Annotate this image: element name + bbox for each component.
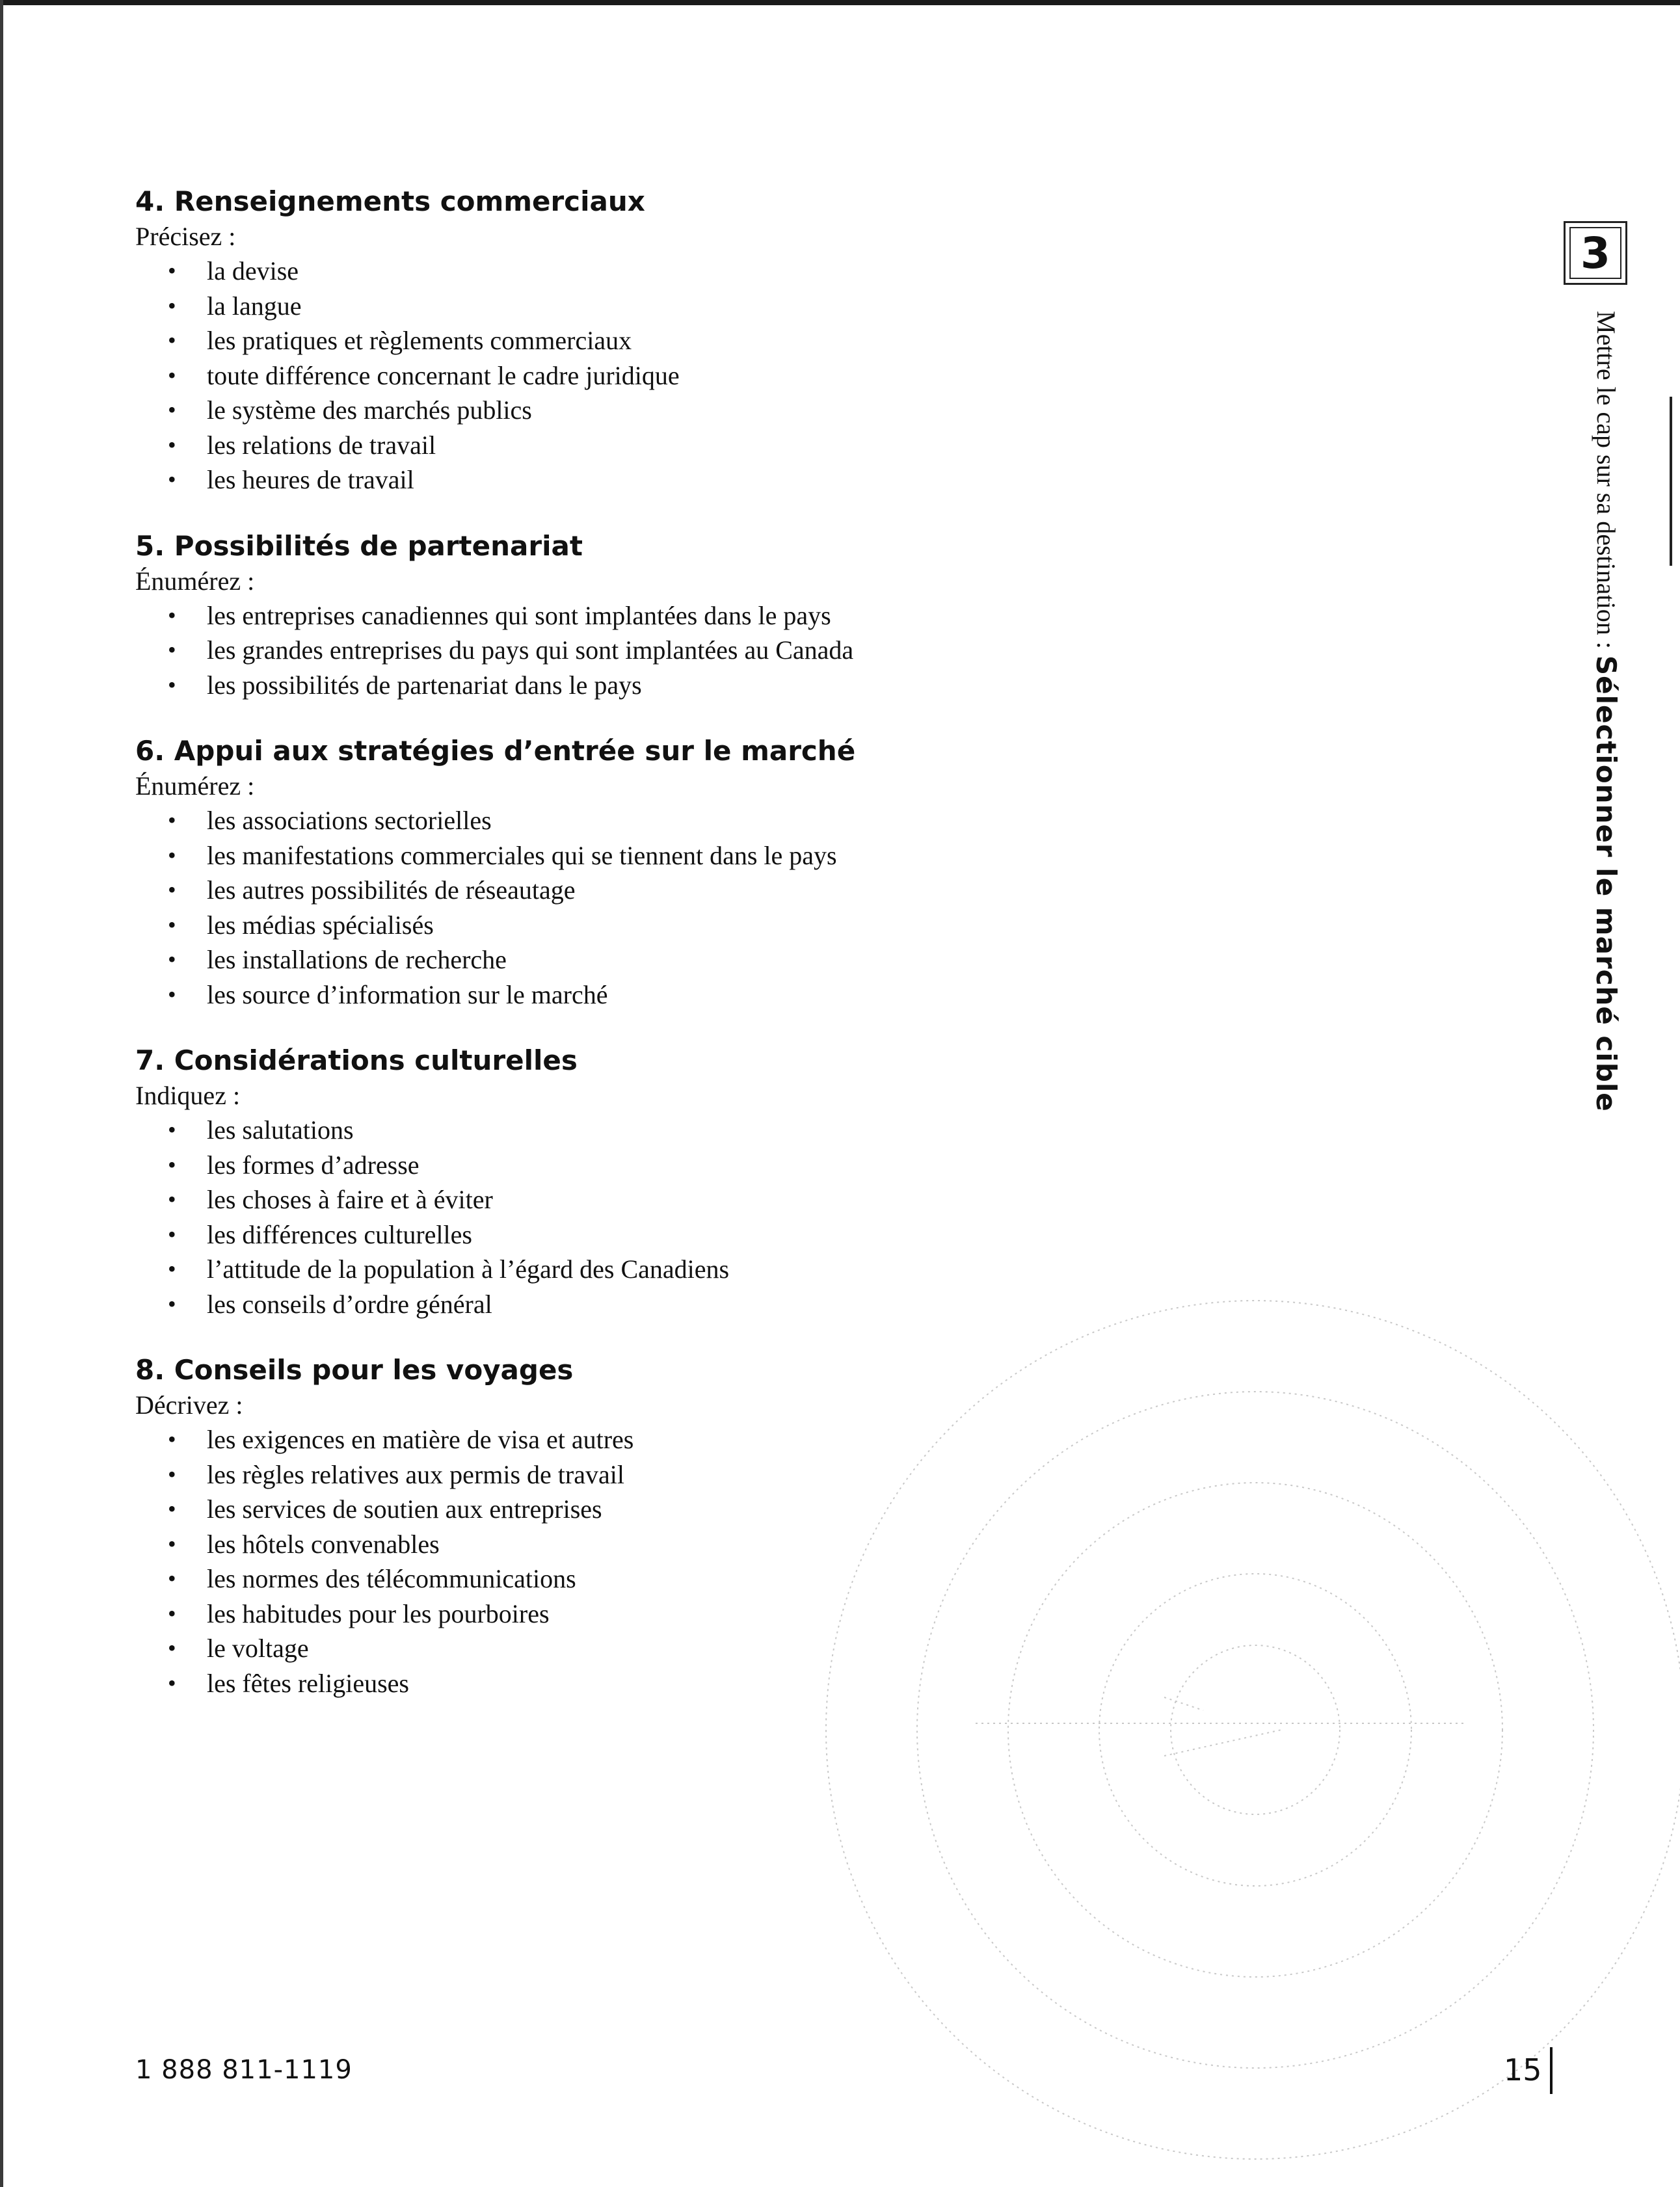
list-item-text: les règles relatives aux permis de travail bbox=[207, 1459, 624, 1489]
list-item bbox=[168, 1457, 1013, 1492]
bullet-icon: • bbox=[168, 1496, 176, 1522]
bullet-icon: • bbox=[168, 397, 176, 423]
bullet-icon: • bbox=[168, 807, 176, 833]
section-market-entry bbox=[135, 733, 1013, 1012]
list-item bbox=[168, 1492, 1013, 1527]
bullet-icon: • bbox=[168, 1669, 176, 1696]
running-title bbox=[1592, 311, 1620, 1112]
section-travel bbox=[135, 1352, 1013, 1701]
list-item bbox=[168, 598, 1013, 633]
main-content bbox=[135, 183, 1013, 1731]
list-item bbox=[168, 1597, 1013, 1632]
page-number: 15 bbox=[1504, 2052, 1542, 2088]
list-item-text: les hôtels convenables bbox=[207, 1529, 440, 1559]
list-item-text: les choses à faire et à éviter bbox=[207, 1185, 493, 1214]
chapter-number: 3 bbox=[1580, 228, 1610, 278]
bullet-icon: • bbox=[168, 431, 176, 458]
bullet-icon: • bbox=[168, 842, 176, 868]
section-title: 8. Conseils pour les voyages bbox=[135, 1354, 574, 1386]
list-item-text: les entreprises canadiennes qui sont implantées dans le pays bbox=[207, 600, 831, 630]
list-item bbox=[168, 428, 1013, 463]
list-item bbox=[168, 942, 1013, 977]
chapter-badge bbox=[1564, 221, 1627, 285]
bullet-icon: • bbox=[168, 602, 176, 628]
section-title: 5. Possibilités de partenariat bbox=[135, 529, 583, 562]
list-item bbox=[168, 803, 1013, 838]
list-item bbox=[168, 1217, 1013, 1253]
bullet-icon: • bbox=[168, 258, 176, 284]
list-item bbox=[168, 908, 1013, 943]
list-item bbox=[168, 1561, 1013, 1597]
list-item bbox=[168, 254, 1013, 289]
section-cultural bbox=[135, 1042, 1013, 1321]
list-item bbox=[168, 1631, 1013, 1666]
bullet-icon: • bbox=[168, 1186, 176, 1212]
list-item bbox=[168, 977, 1013, 1013]
page-left-edge bbox=[0, 0, 3, 2187]
list-item-text: les grandes entreprises du pays qui sont implantées au Canada bbox=[207, 635, 854, 665]
bullet-icon: • bbox=[168, 911, 176, 938]
bullet-icon: • bbox=[168, 1290, 176, 1317]
bullet-icon: • bbox=[168, 1600, 176, 1626]
list-item-text: les relations de travail bbox=[207, 430, 436, 460]
list-item bbox=[168, 873, 1013, 908]
bullet-list bbox=[135, 1113, 1013, 1321]
section-lead: Décrivez : bbox=[135, 1390, 243, 1420]
bullet-icon: • bbox=[168, 946, 176, 972]
bullet-icon: • bbox=[168, 1565, 176, 1591]
bullet-icon: • bbox=[168, 637, 176, 663]
bullet-icon: • bbox=[168, 981, 176, 1007]
list-item bbox=[168, 668, 1013, 703]
list-item-text: les heures de travail bbox=[207, 465, 414, 494]
list-item bbox=[168, 838, 1013, 873]
bullet-icon: • bbox=[168, 1117, 176, 1143]
bullet-list bbox=[135, 803, 1013, 1012]
bullet-icon: • bbox=[168, 1530, 176, 1557]
section-commercial-info bbox=[135, 183, 1013, 497]
bullet-icon: • bbox=[168, 1426, 176, 1452]
list-item-text: les pratiques et règlements commerciaux bbox=[207, 326, 632, 355]
list-item-text: les salutations bbox=[207, 1115, 354, 1145]
section-lead: Énumérez : bbox=[135, 566, 255, 596]
bullet-icon: • bbox=[168, 1461, 176, 1487]
section-title: 6. Appui aux stratégies d’entrée sur le marché bbox=[135, 735, 856, 767]
bullet-icon: • bbox=[168, 1256, 176, 1282]
bullet-list bbox=[135, 1422, 1013, 1701]
bullet-icon: • bbox=[168, 1221, 176, 1247]
list-item-text: les normes des télécommunications bbox=[207, 1564, 576, 1593]
bullet-icon: • bbox=[168, 362, 176, 388]
list-item-text: la langue bbox=[207, 291, 302, 321]
list-item bbox=[168, 1113, 1013, 1148]
section-lead: Précisez : bbox=[135, 222, 236, 251]
bullet-icon: • bbox=[168, 327, 176, 353]
list-item-text: le voltage bbox=[207, 1634, 309, 1663]
list-item bbox=[168, 1182, 1013, 1217]
bullet-icon: • bbox=[168, 466, 176, 492]
list-item-text: toute différence concernant le cadre juridique bbox=[207, 360, 680, 390]
section-title: 7. Considérations culturelles bbox=[135, 1044, 578, 1076]
list-item-text: les manifestations commerciales qui se tiennent dans le pays bbox=[207, 840, 837, 870]
list-item-text: les fêtes religieuses bbox=[207, 1668, 409, 1698]
section-lead: Indiquez : bbox=[135, 1081, 241, 1110]
section-lead: Énumérez : bbox=[135, 771, 255, 801]
running-title-strong: Sélectionner le marché cible bbox=[1590, 655, 1622, 1112]
list-item-text: les services de soutien aux entreprises bbox=[207, 1494, 602, 1524]
bullet-icon: • bbox=[168, 671, 176, 698]
list-item bbox=[168, 289, 1013, 324]
page-top-border bbox=[0, 0, 1680, 5]
list-item bbox=[168, 1287, 1013, 1322]
list-item bbox=[168, 1666, 1013, 1701]
margin-rule bbox=[1670, 397, 1672, 566]
list-item-text: le système des marchés publics bbox=[207, 395, 532, 425]
list-item-text: la devise bbox=[207, 256, 299, 285]
list-item-text: les associations sectorielles bbox=[207, 806, 492, 835]
list-item bbox=[168, 462, 1013, 497]
list-item bbox=[168, 393, 1013, 428]
list-item-text: les autres possibilités de réseautage bbox=[207, 875, 576, 905]
page-number-divider bbox=[1550, 2047, 1553, 2094]
list-item bbox=[168, 1148, 1013, 1183]
bullet-icon: • bbox=[168, 1635, 176, 1661]
list-item bbox=[168, 1527, 1013, 1562]
list-item-text: les source d’information sur le marché bbox=[207, 979, 608, 1009]
list-item-text: l’attitude de la population à l’égard des Canadiens bbox=[207, 1254, 730, 1284]
bullet-list bbox=[135, 254, 1013, 497]
list-item-text: les conseils d’ordre général bbox=[207, 1289, 492, 1319]
bullet-icon: • bbox=[168, 292, 176, 319]
list-item-text: les formes d’adresse bbox=[207, 1150, 420, 1180]
list-item-text: les médias spécialisés bbox=[207, 910, 434, 940]
list-item-text: les différences culturelles bbox=[207, 1219, 472, 1249]
list-item-text: les installations de recherche bbox=[207, 945, 507, 974]
list-item bbox=[168, 1252, 1013, 1287]
footer-phone: 1 888 811-1119 bbox=[135, 2055, 353, 2085]
list-item-text: les possibilités de partenariat dans le pays bbox=[207, 670, 642, 700]
list-item-text: les exigences en matière de visa et autres bbox=[207, 1425, 634, 1454]
bullet-icon: • bbox=[168, 1151, 176, 1178]
list-item bbox=[168, 358, 1013, 393]
list-item bbox=[168, 323, 1013, 358]
bullet-icon: • bbox=[168, 877, 176, 903]
list-item bbox=[168, 633, 1013, 668]
section-title: 4. Renseignements commerciaux bbox=[135, 185, 645, 217]
section-partnership bbox=[135, 528, 1013, 703]
list-item bbox=[168, 1422, 1013, 1457]
bullet-list bbox=[135, 598, 1013, 703]
list-item-text: les habitudes pour les pourboires bbox=[207, 1598, 550, 1628]
running-title-lead: Mettre le cap sur sa destination : bbox=[1592, 311, 1621, 656]
